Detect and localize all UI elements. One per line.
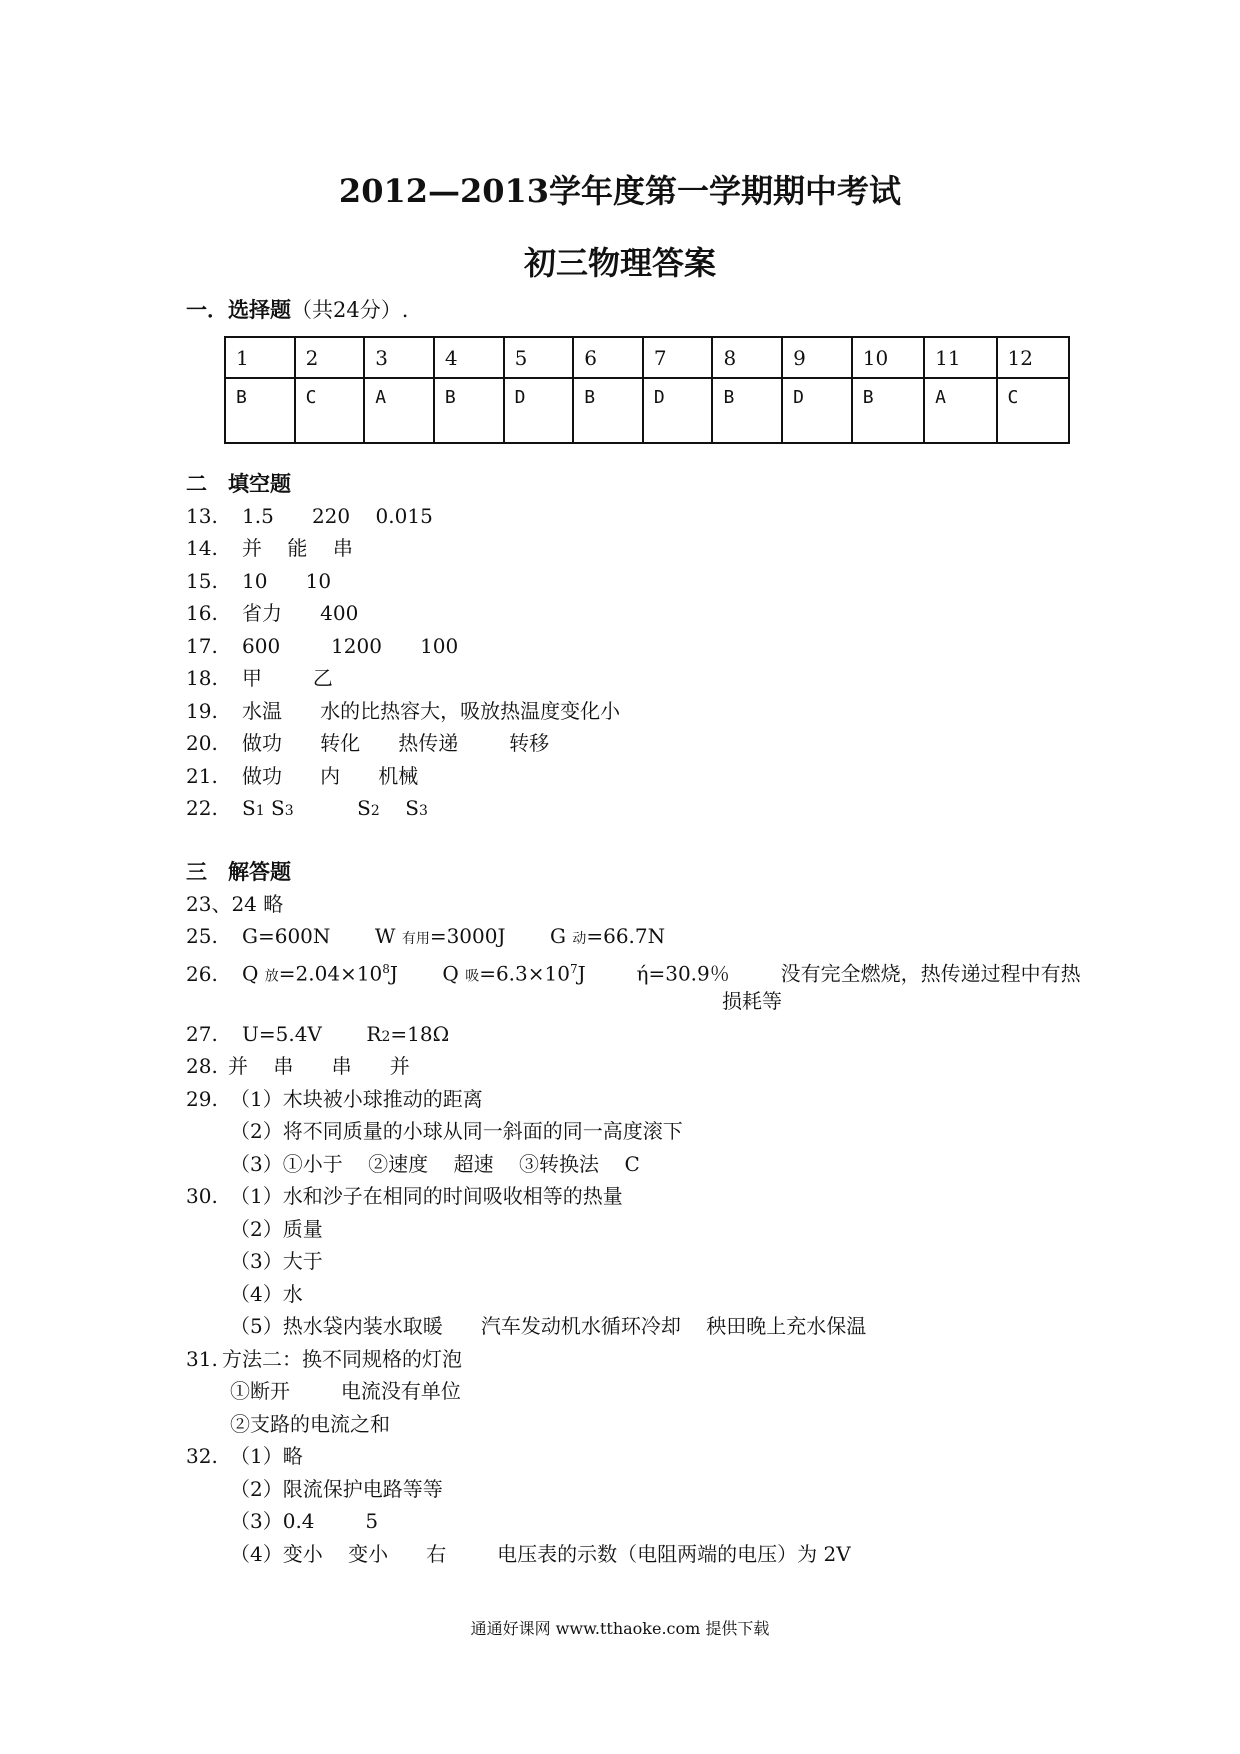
answer-line [186,1020,449,1051]
answer-text: 并 串 串 并 [228,1054,410,1078]
question-number: 16. [186,601,218,625]
mc-num: 7 [643,337,713,378]
question-number: 27. [186,1022,218,1046]
superscript: 7 [569,962,578,976]
answer-text: =3000J G [429,924,573,948]
answer-text: 10 10 [242,569,332,593]
answer-text: 水温 水的比热容大，吸放热温度变化小 [242,699,621,723]
subscript: 动 [572,931,587,947]
answer-line [186,955,1081,991]
mc-num: 12 [997,337,1069,378]
answer-subline: （5）热水袋内装水取暖 汽车发动机水循环冷却 秧田晚上充水保温 [230,1314,867,1338]
mc-num: 9 [782,337,852,378]
section-2-heading: 二 填空题 [186,471,291,496]
question-number: 20. [186,731,218,755]
mc-num: 5 [504,337,574,378]
answer-text: 省力 400 [242,601,359,625]
section-1-label: 一．选择题 [186,297,291,322]
answer-text: （1）木块被小球推动的距离 [230,1087,483,1111]
answer-line [186,697,620,725]
section-1-heading [186,294,408,324]
mc-num: 11 [924,337,996,378]
answer-line [186,567,331,595]
answer-line [186,762,418,790]
answer-subline: （2）限流保护电路等等 [230,1477,443,1501]
mc-answer: C [997,378,1069,443]
answer-line [186,1085,483,1113]
switch-label: S [293,796,371,820]
answer-subline: （3）大于 [230,1249,323,1273]
answer-text: 方法二：换不同规格的灯泡 [222,1347,462,1371]
answer-subline: （2）将不同质量的小球从同一斜面的同一高度滚下 [230,1119,683,1143]
question-number: 18. [186,666,218,690]
answer-text: G=600N W [242,924,402,948]
answer-text: J ή=30.9％ 没有完全燃烧，热传递过程中有热 [577,961,1081,986]
answer-line [186,1442,303,1470]
answer-line [186,1345,462,1373]
question-number: 19. [186,699,218,723]
section-3-heading: 三 解答题 [186,859,291,884]
answer-line [186,534,353,562]
answer-subline: ②支路的电流之和 [230,1412,390,1436]
mc-num: 6 [573,337,643,378]
question-number: 21. [186,764,218,788]
page-subtitle: 初三物理答案 [523,244,716,282]
answer-subline: （3）①小于 ②速度 超速 ③转换法 C [230,1152,640,1176]
answer-text: （1）水和沙子在相同的时间吸收相等的热量 [230,1184,623,1208]
answer-subline: （4）变小 变小 右 电压表的示数（电阻两端的电压）为 2V [230,1542,851,1566]
answer-line [186,632,458,660]
mc-num: 1 [225,337,295,378]
answer-text: Q [242,961,265,986]
answer-subline: （2）质量 [230,1217,323,1241]
question-number: 14. [186,536,218,560]
mc-answer: A [364,378,434,443]
subscript: 1 [255,803,265,819]
mc-answer: D [643,378,713,443]
mc-answer: B [434,378,504,443]
question-number: 25. [186,924,218,948]
answer-text: 做功 内 机械 [242,764,419,788]
mc-answer: C [295,378,365,443]
switch-label: S [379,796,419,820]
answer-line [186,1182,623,1210]
mc-answer: D [504,378,574,443]
answer-text: J Q [389,961,466,986]
answer-subline: （3）0.4 5 [230,1509,379,1533]
subscript: 有用 [401,931,430,947]
answer-text: （1）略 [230,1444,303,1468]
mc-answer: B [225,378,295,443]
mc-answer: B [712,378,782,443]
answer-text: =18Ω [390,1022,450,1046]
answer-continuation: 损耗等 [722,989,782,1013]
mc-num: 4 [434,337,504,378]
subscript: 3 [284,803,294,819]
page-title: 2012—2013学年度第一学期期中考试 [338,172,902,210]
question-number: 22. [186,796,218,820]
answer-line [186,599,358,627]
question-number: 28. [186,1054,218,1078]
answer-text: 做功 转化 热传递 转移 [242,731,550,755]
mc-num: 8 [712,337,782,378]
answer-line: 23、24 略 [186,892,284,916]
subscript: 2 [370,803,380,819]
mc-answer: A [924,378,996,443]
answer-line [186,794,428,825]
question-number: 29. [186,1087,218,1111]
answer-line [186,664,333,692]
answer-line [186,502,433,530]
page-footer: 通通好课网 www.tthaoke.com 提供下载 [470,1619,770,1638]
mc-number-row [225,337,1069,378]
superscript: 8 [382,962,390,976]
answer-text: =6.3×10 [479,961,570,986]
mc-answer-row [225,378,1069,443]
answer-line [186,729,549,757]
subscript: 2 [381,1029,391,1045]
question-number: 31. [186,1347,218,1371]
switch-label: S [264,796,285,820]
answer-line [186,922,665,953]
switch-label: S [242,796,256,820]
mc-answer: B [573,378,643,443]
mc-answer: D [782,378,852,443]
mc-num: 3 [364,337,434,378]
mc-answer-table [224,336,1070,444]
question-number: 26. [186,961,218,986]
mc-num: 2 [295,337,365,378]
subscript: 3 [418,803,428,819]
question-number: 13. [186,504,218,528]
question-number: 32. [186,1444,218,1468]
answer-text: 甲 乙 [242,666,333,690]
mc-num: 10 [852,337,924,378]
question-number: 30. [186,1184,218,1208]
mc-answer: B [852,378,924,443]
answer-text: =66.7N [586,924,666,948]
subscript: 吸 [465,968,480,985]
answer-text: 并 能 串 [242,536,353,560]
answer-line [186,1052,410,1080]
answer-text: =2.04×10 [278,961,383,986]
answer-subline: （4）水 [230,1282,303,1306]
subscript: 放 [264,968,279,985]
question-number: 17. [186,634,218,658]
answer-text: 1.5 220 0.015 [242,504,433,528]
answer-text: U=5.4V R [242,1022,382,1046]
question-number: 15. [186,569,218,593]
answer-text: 600 1200 100 [242,634,459,658]
section-1-score: （共24分）. [291,298,409,322]
answer-subline: ①断开 电流没有单位 [230,1379,461,1403]
